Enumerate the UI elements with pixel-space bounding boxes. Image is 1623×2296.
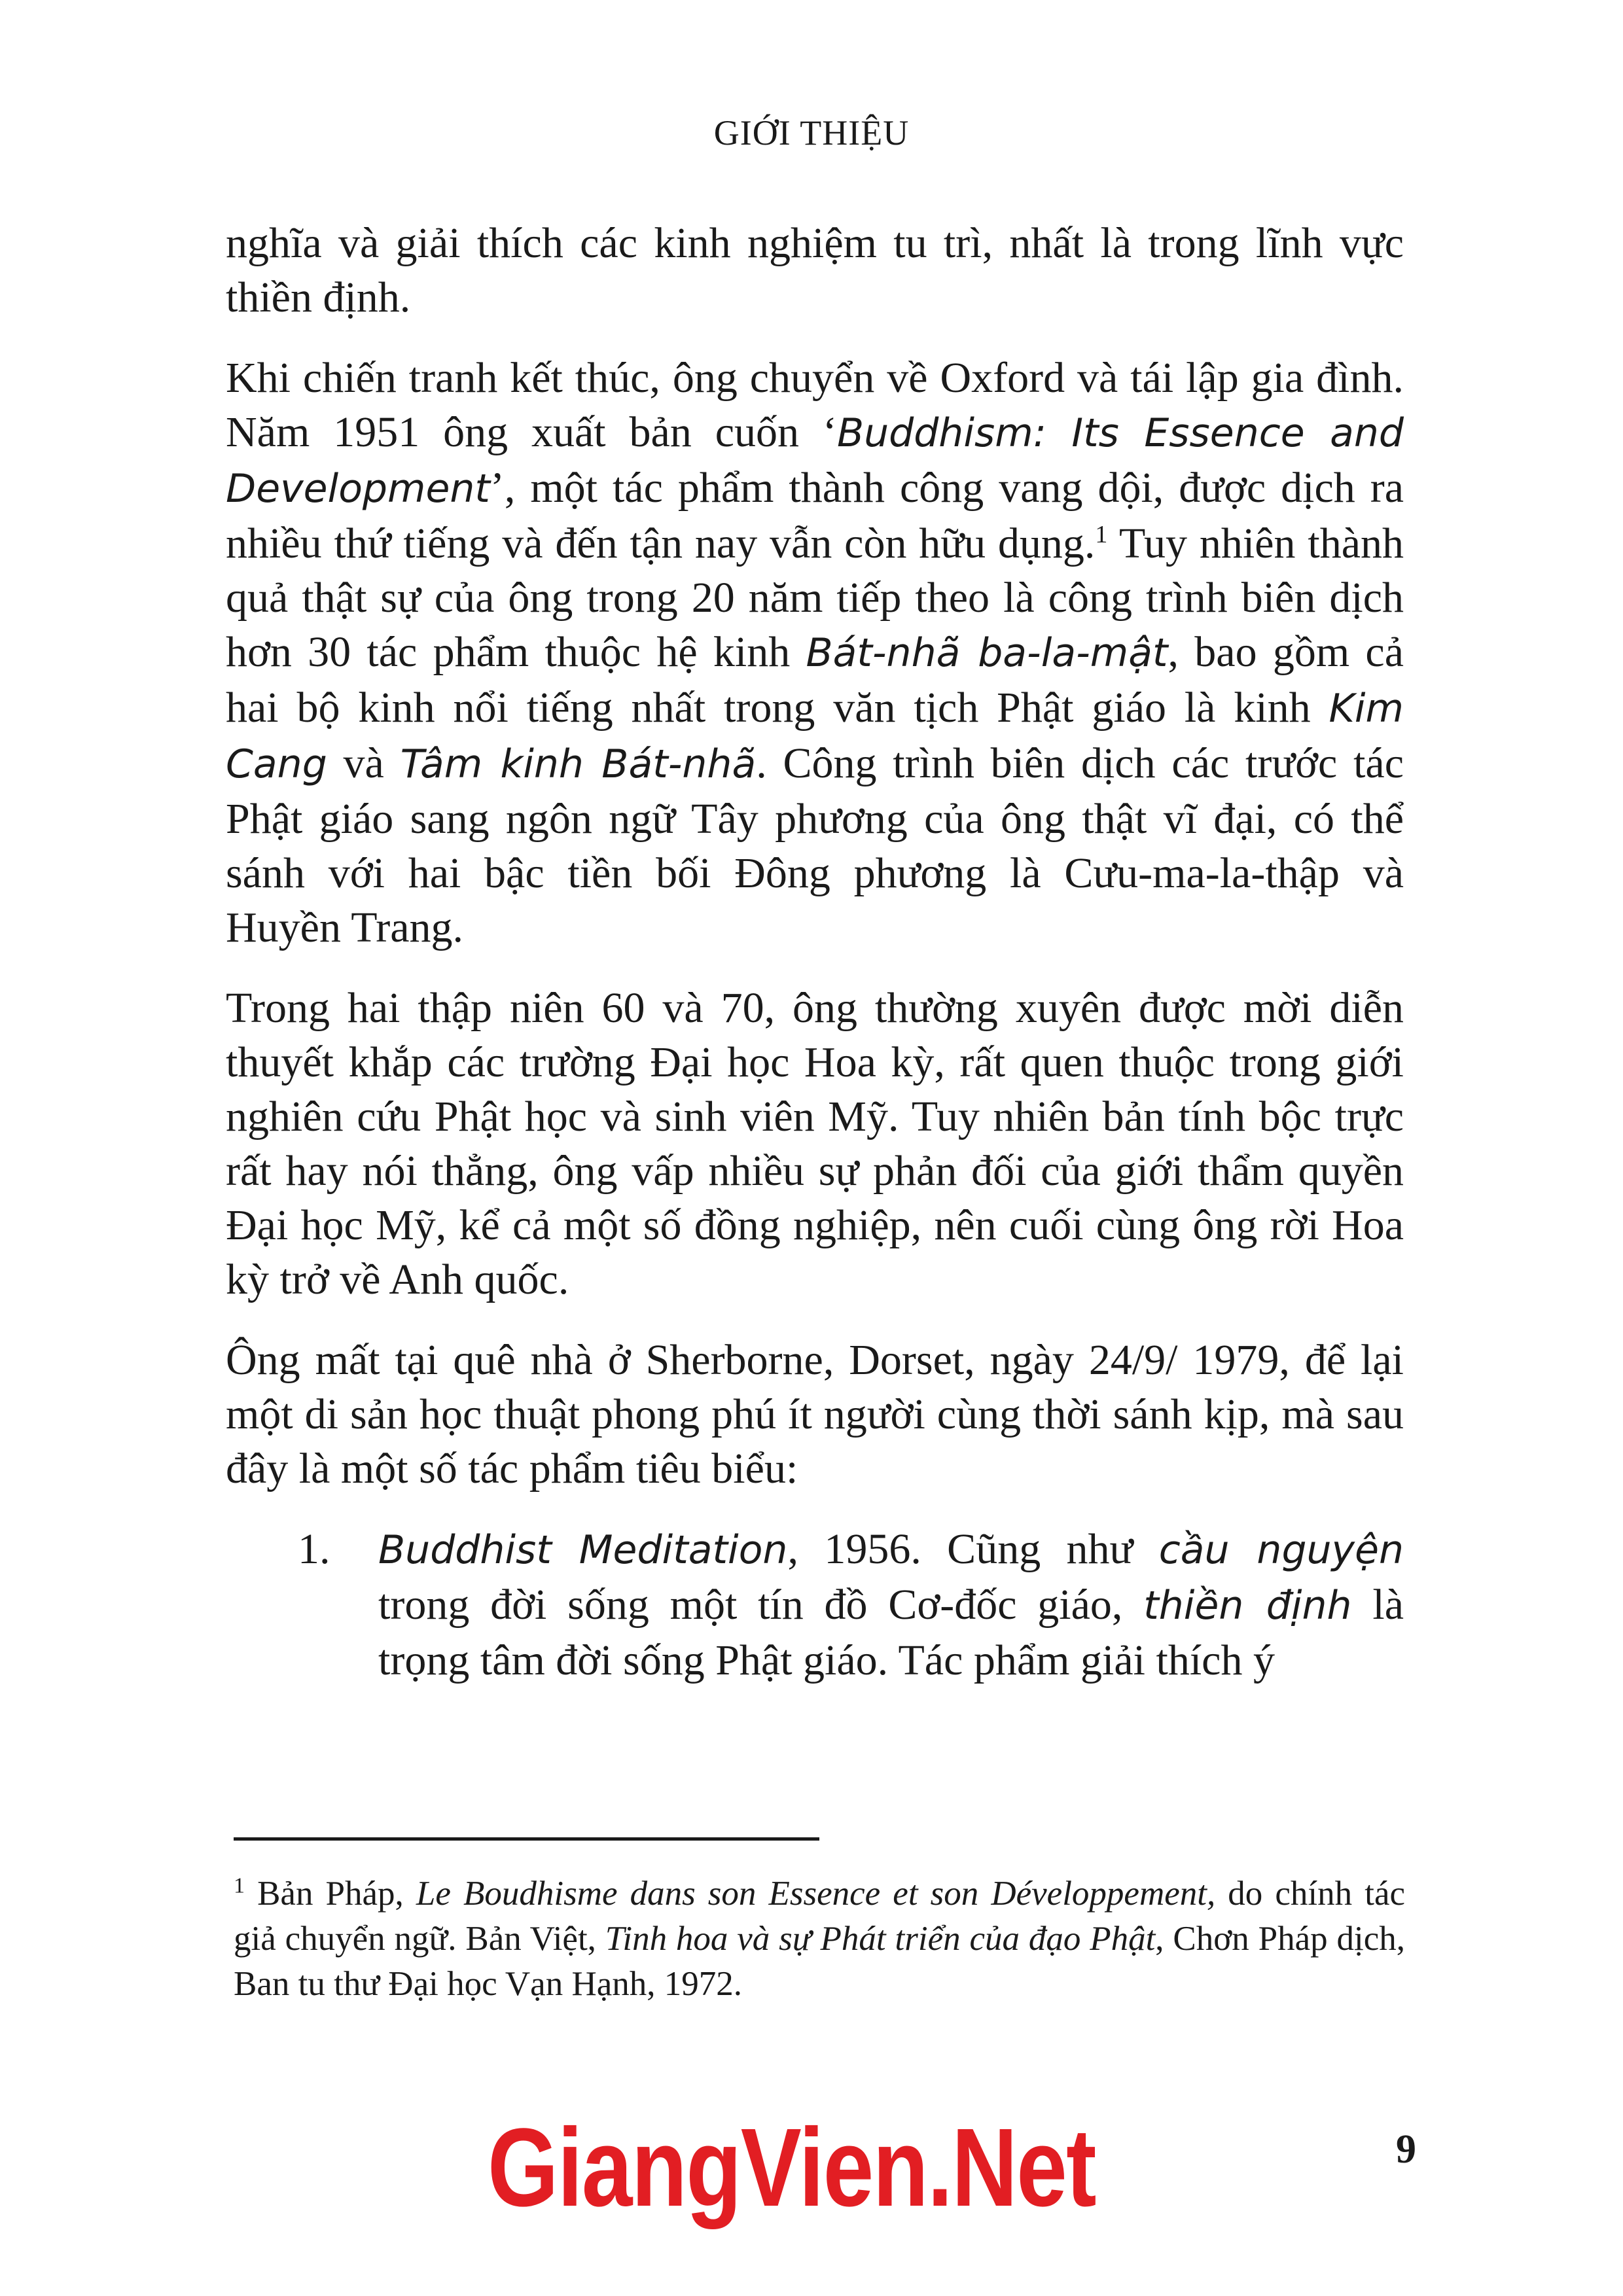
list-item-text: là trọng tâm đời sống Phật giáo. Tác phẩm giải thích ý bbox=[378, 1581, 1404, 1684]
emphasis-text: cầu nguyện bbox=[1158, 1527, 1404, 1573]
footnote-divider bbox=[234, 1837, 819, 1841]
list-item bbox=[226, 1522, 1404, 1687]
footnote-text: Bản Pháp, bbox=[245, 1875, 416, 1913]
footnote bbox=[234, 1871, 1405, 2007]
body-text bbox=[226, 216, 1404, 1687]
list-number: 1. bbox=[298, 1525, 330, 1573]
paragraph-2-text: , bao gồm cả hai bộ kinh nổi tiếng nhất trong văn tịch Phật giáo là kinh bbox=[226, 628, 1404, 732]
footnote-text: , Chơn Pháp dịch, Ban tu thư Đại học Vạn Hạnh, 1972. bbox=[234, 1920, 1405, 2003]
paragraph-2-text: và bbox=[327, 739, 401, 787]
paragraph-1: nghĩa và giải thích các kinh nghiệm tu trì, nhất là trong lĩnh vực thiền định. bbox=[226, 219, 1404, 321]
footnote-reference[interactable]: 1 bbox=[1095, 521, 1108, 548]
footnote-text: do chính tác giả chuyển ngữ. Bản Việt, bbox=[234, 1875, 1406, 1958]
footnote-vietnamese-title: Tinh hoa và sự Phát triển của đạo Phật bbox=[605, 1920, 1156, 1958]
list-item-text: trong đời sống một tín đồ Cơ-đốc giáo, bbox=[378, 1581, 1144, 1629]
paragraph-2-text: ’, một tác phẩm thành công vang dội, được dịch ra nhiều thứ tiếng và đến tận nay vẫn còn hữu dụng. bbox=[226, 464, 1404, 567]
sutra-name-prajnaparamita: Bát-nhã ba-la-mật bbox=[806, 630, 1168, 676]
sutra-name-tam-kinh: Tâm kinh Bát-nhã bbox=[400, 741, 757, 787]
book-title-buddhism: Buddhism: Its Essence and Development bbox=[226, 410, 1404, 512]
paragraph-2-text: Khi chiến tranh kết thúc, ông chuyển về Oxford và tái lập gia đình. Năm 1951 ông xuất bản cuốn ‘ bbox=[226, 354, 1404, 456]
paragraph-2 bbox=[226, 351, 1404, 955]
paragraph-4: Ông mất tại quê nhà ở Sherborne, Dorset, ngày 24/9/ 1979, để lại một di sản học thuật phong phú ít người cùng thời sánh kịp, mà sau đây là một số tác phẩm tiêu biểu: bbox=[226, 1336, 1404, 1492]
page-number: 9 bbox=[1396, 2127, 1416, 2172]
paragraph-3: Trong hai thập niên 60 và 70, ông thường xuyên được mời diễn thuyết khắp các trường Đại học Hoa kỳ, rất quen thuộc trong giới nghiên cứu Phật học và sinh viên Mỹ. Tuy nhiên bản tính bộc trực rất hay nói thẳng, ông vấp nhiều sự phản đối của giới thẩm quyền Đại học Mỹ, kể cả một số đồng nghiệp, nên cuối cùng ông rời Hoa kỳ trở về Anh quốc. bbox=[226, 984, 1404, 1303]
paragraph-2-text: Tuy nhiên thành quả thật sự của ông trong 20 năm tiếp theo là công trình biên dịch hơn 30 tác phẩm thuộc hệ kinh bbox=[226, 520, 1404, 676]
works-list bbox=[226, 1522, 1404, 1687]
footnote-marker: 1 bbox=[234, 1873, 245, 1898]
sutra-name-kim-cang: Kim Cang bbox=[226, 686, 1404, 787]
list-item-text: , 1956. Cũng như bbox=[787, 1525, 1159, 1573]
emphasis-text: thiền định bbox=[1143, 1583, 1352, 1629]
watermark-logo: GiangVien.Net bbox=[488, 2106, 1096, 2230]
running-header: GIỚI THIỆU bbox=[713, 113, 910, 152]
footnote-french-title: Le Boudhisme dans son Essence et son Développement, bbox=[416, 1875, 1216, 1913]
work-title: Buddhist Meditation bbox=[378, 1527, 788, 1573]
paragraph-2-text: . Công trình biên dịch các trước tác Phật giáo sang ngôn ngữ Tây phương của ông thật vĩ đại, có thể sánh với hai bậc tiền bối Đông phương là Cưu-ma-la-thập và Huyền Trang. bbox=[226, 739, 1404, 951]
